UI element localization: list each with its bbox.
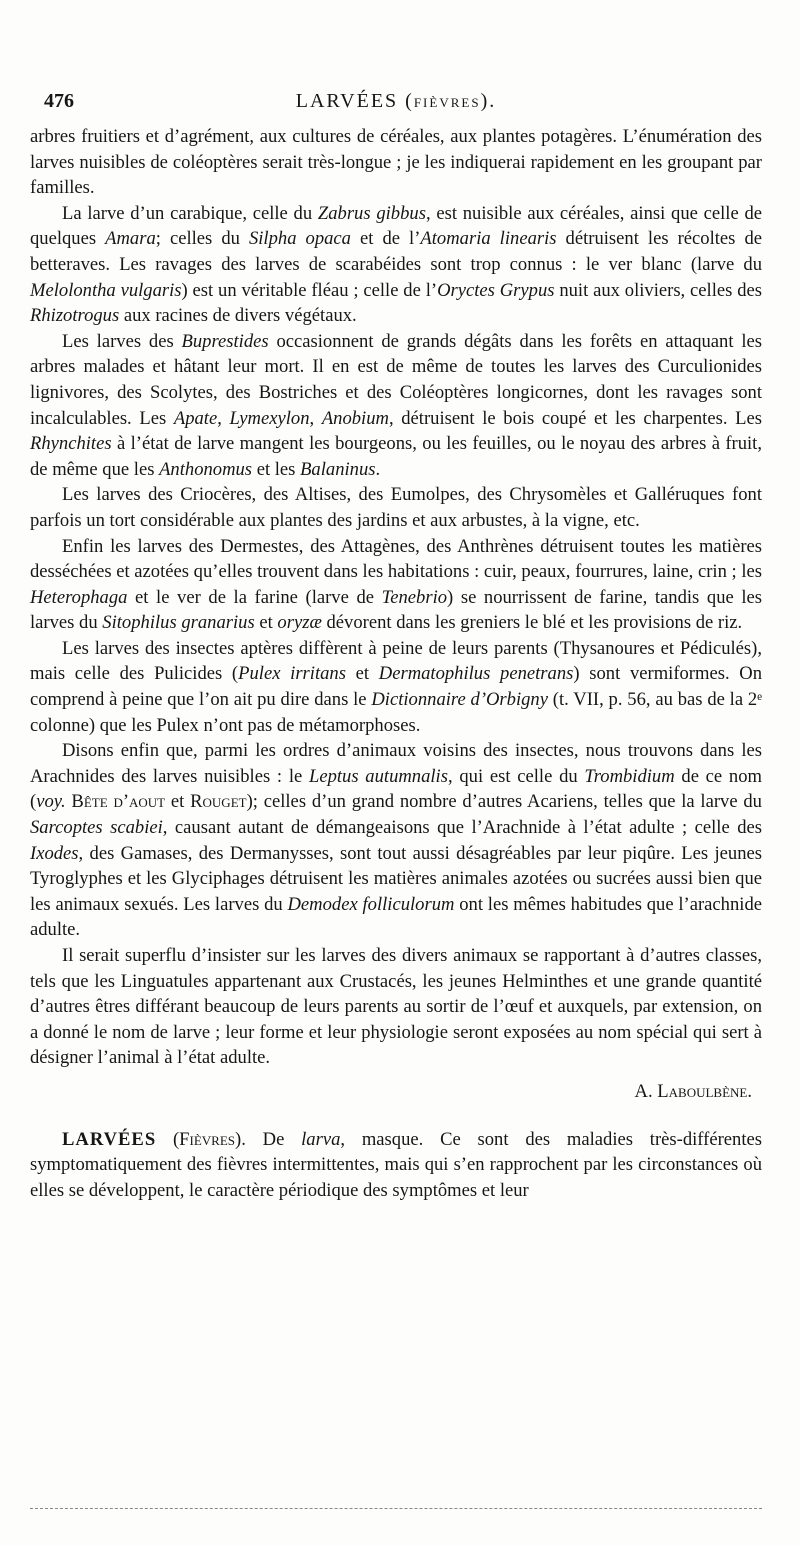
author-signature: A. Laboulbène. bbox=[634, 1080, 752, 1102]
entry-headword: LARVÉES bbox=[62, 1128, 157, 1150]
running-header bbox=[30, 90, 762, 124]
paragraph-1: arbres fruitiers et d’agrément, aux cultures de céréales, aux plantes potagères. L’énumération des larves nuisibles de coléoptères serait très-longue ; je les indiquerai rapidement en les groupant par familles. bbox=[30, 126, 762, 199]
bottom-rule bbox=[30, 1508, 762, 1509]
running-title: LARVÉES (FIÈVRES). bbox=[295, 90, 497, 112]
page-number: 476 bbox=[44, 90, 74, 112]
paragraph-7: Disons enfin que, parmi les ordres d’animaux voisins des insectes, nous trouvons dans les Arachnides des larves nuisibles : le Leptus autumnalis, qui est celle du Trombidium de ce nom (voy. Bête d’aout et Rouget); celles d’un grand nombre d’autres Acariens, telles que la larve du Sarcoptes scabiei, causant autant de démangeaisons que l’Arachnide à l’état adulte ; celle des Ixodes, des Gamases, des Dermanysses, sont tout aussi désagréables par leur piqûre. Les jeunes Tyroglyphes et les Glyciphages détruisent les matières animales azotées ou sucrées aussi bien que les animaux sexués. Les larves du Demodex folliculorum ont les mêmes habitudes que l’arachnide adulte. bbox=[30, 740, 762, 941]
paragraph-5: Enfin les larves des Dermestes, des Attagènes, des Anthrènes détruisent toutes les matières desséchées et azotées qu’elles trouvent dans les habitations : cuir, peaux, fourrures, laine, crin ; les Heterophaga et le ver de la farine (larve de Tenebrio) se nourrissent de farine, tandis que les larves du Sitophilus granarius et oryzæ dévorent dans les greniers le blé et les provisions de riz. bbox=[30, 535, 762, 634]
next-entry: LARVÉES (Fièvres). De larva, masque. Ce sont des maladies très-différentes symptomatiquement des fièvres intermittentes, mais qui s’en rapprochent par les circonstances où elles se développent, le caractère périodique des symptômes et leur bbox=[30, 1128, 762, 1201]
paragraph-6: Les larves des insectes aptères diffèrent à peine de leurs parents (Thysanoures et Pédiculés), mais celle des Pulicides (Pulex irritans et Dermatophilus penetrans) sont vermiformes. On comprend à peine que l’on ait pu dire dans le Dictionnaire d’Orbigny (t. VII, p. 56, au bas de la 2ᵉ colonne) que les Pulex n’ont pas de métamorphoses. bbox=[30, 637, 763, 736]
paragraph-4: Les larves des Criocères, des Altises, des Eumolpes, des Chrysomèles et Galléruques font parfois un tort considérable aux plantes des jardins et aux arbustes, à la vigne, etc. bbox=[30, 484, 762, 531]
paragraph-2: La larve d’un carabique, celle du Zabrus gibbus, est nuisible aux céréales, ainsi que celle de quelques Amara; celles du Silpha opaca et de l’Atomaria linearis détruisent les récoltes de betteraves. Les ravages des larves de scarabéides sont trop connus : le ver blanc (larve du Melolontha vulgaris) est un véritable fléau ; celle de l’Oryctes Grypus nuit aux oliviers, celles des Rhizotrogus aux racines de divers végétaux. bbox=[30, 202, 763, 327]
paragraph-3: Les larves des Buprestides occasionnent de grands dégâts dans les forêts en attaquant les arbres malades et hâtant leur mort. Il en est de même de toutes les larves des Curculionides lignivores, des Scolytes, des Bostriches et des Coléoptères longicornes, dont les ravages sont incalculables. Les Apate, Lymexylon, Anobium, détruisent le bois coupé et les charpentes. Les Rhynchites à l’état de larve mangent les bourgeons, ou les feuilles, ou le noyau des arbres à fruit, de même que les Anthonomus et les Balaninus. bbox=[30, 330, 762, 480]
paragraph-8: Il serait superflu d’insister sur les larves des divers animaux se rapportant à d’autres classes, tels que les Linguatules appartenant aux Crustacés, les jeunes Helminthes et une grande quantité d’autres êtres différant beaucoup de leurs parents au sortir de l’œuf et auxquels, par extension, on a donné le nom de larve ; leur forme et leur physiologie seront exposées au nom spécial qui sert à désigner l’animal à l’état adulte. bbox=[30, 945, 762, 1069]
article-body bbox=[30, 124, 762, 1105]
